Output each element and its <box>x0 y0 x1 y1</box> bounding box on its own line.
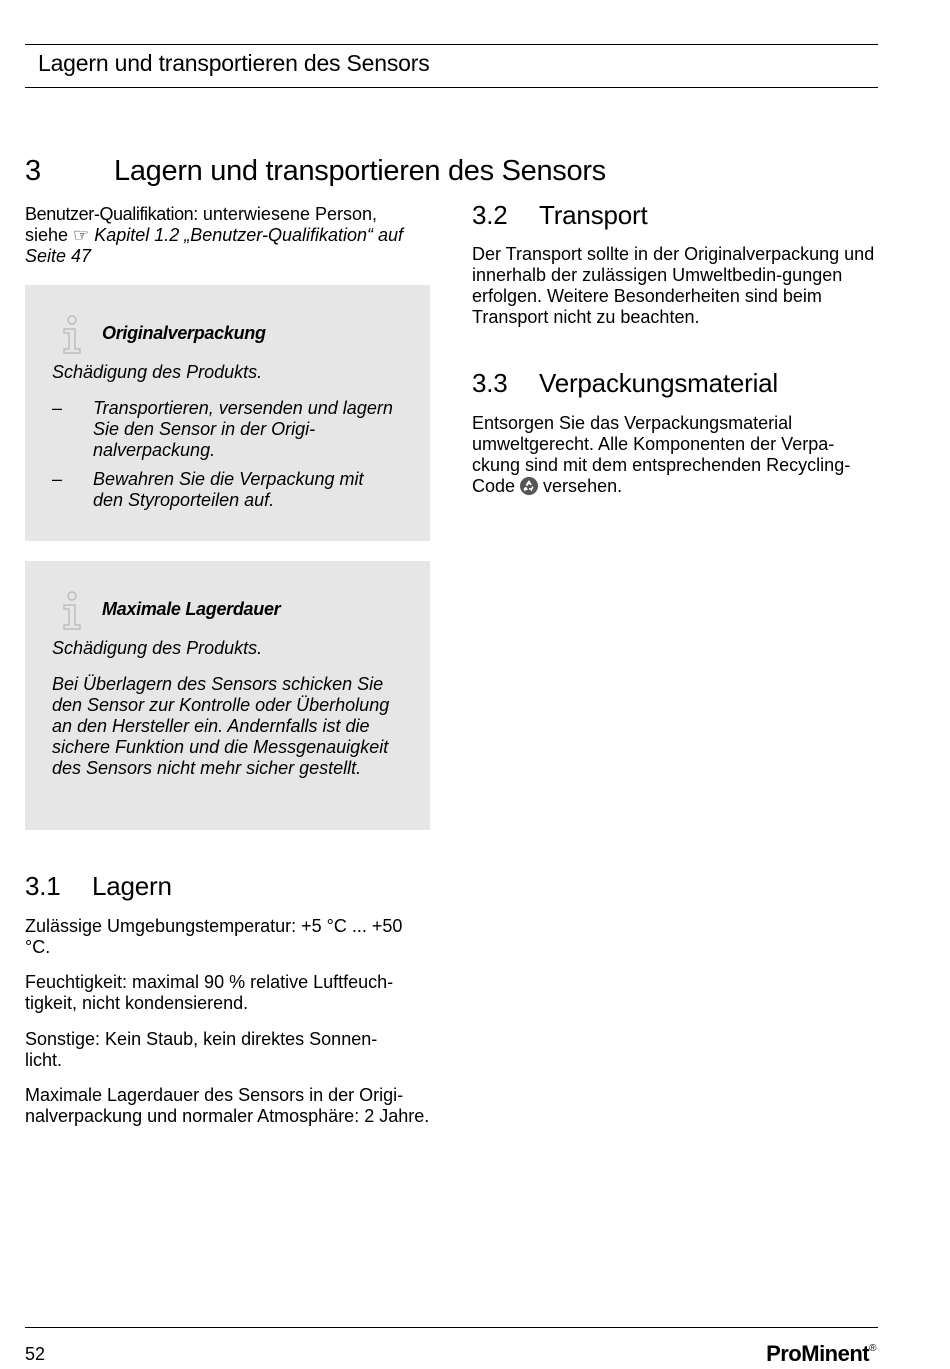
list-dash: – <box>52 398 63 418</box>
notice-text: Schädigung des Produkts. <box>52 362 263 382</box>
qualification-paragraph <box>25 204 425 267</box>
section-heading-3-1 <box>25 871 172 902</box>
notice-box-original-packaging <box>25 285 430 541</box>
info-icon <box>60 315 84 355</box>
info-icon <box>60 591 84 631</box>
logo-text: ProMinent <box>766 1341 870 1366</box>
chapter-heading <box>25 155 606 188</box>
section-title: Lagern <box>92 871 172 901</box>
qualification-label: Benutzer-Qualifikation: <box>25 204 198 224</box>
notice-box-max-storage <box>25 561 430 830</box>
section-number: 3.3 <box>472 368 508 398</box>
packaging-text: Entsorgen Sie das Verpackungsmaterial umweltgerecht. Alle Komponenten der Verpa-ckung sind mit dem entsprechenden Recycling-Code <box>472 413 851 496</box>
registered-mark: ® <box>869 1343 876 1354</box>
section-title: Verpackungsmaterial <box>539 368 778 398</box>
notice-title: Originalverpackung <box>102 323 266 343</box>
notice-body: Bei Überlagern des Sensors schicken Sie den Sensor zur Kontrolle oder Überholung an den Hersteller ein. Andernfalls ist die sichere Funktion und die Messgenauigkeit des Sensors nicht mehr sicher gestellt. <box>52 674 390 778</box>
running-header: Lagern und transportieren des Sensors <box>38 50 430 76</box>
section-heading-3-3 <box>472 368 778 399</box>
section-number: 3.1 <box>25 871 61 901</box>
notice-text: Schädigung des Produkts. <box>52 638 263 658</box>
list-item <box>52 469 412 511</box>
paragraph-max-storage: Maximale Lagerdauer des Sensors in der Origi-nalverpackung und normaler Atmosphäre: 2 Jahre. <box>25 1085 430 1126</box>
section-heading-3-2 <box>472 200 648 231</box>
header-bottom-rule <box>25 87 878 88</box>
notice-title: Maximale Lagerdauer <box>102 599 281 619</box>
list-dash: – <box>52 469 63 489</box>
footer-rule <box>25 1327 878 1328</box>
section-title: Transport <box>539 200 648 230</box>
chapter-title: Lagern und transportieren des Sensors <box>114 155 606 187</box>
page-number: 52 <box>25 1344 46 1364</box>
list-item <box>52 398 412 461</box>
header-top-rule <box>25 44 878 45</box>
paragraph-other: Sonstige: Kein Staub, kein direktes Sonnen-licht. <box>25 1029 378 1070</box>
chapter-number: 3 <box>25 155 41 187</box>
paragraph-humidity: Feuchtigkeit: maximal 90 % relative Luftfeuch-tigkeit, nicht kondensierend. <box>25 972 394 1013</box>
paragraph-transport: Der Transport sollte in der Originalverpackung und innerhalb der zulässigen Umweltbedin-gungen erfolgen. Weitere Besonderheiten sind beim Transport nicht zu beachten. <box>472 244 875 327</box>
section-number: 3.2 <box>472 200 508 230</box>
qualification-text: unterwiesene Person, siehe <box>25 204 378 245</box>
brand-logo <box>766 1341 876 1367</box>
paragraph-temperature: Zulässige Umgebungstemperatur: +5 °C ... +50 °C. <box>25 916 403 957</box>
list-item-text: Transportieren, versenden und lagern Sie den Sensor in der Origi-nalverpackung. <box>93 398 393 460</box>
packaging-text-end: versehen. <box>538 476 623 496</box>
paragraph-packaging <box>472 413 878 497</box>
link-arrow-icon: ☞ <box>73 225 90 245</box>
list-item-text: Bewahren Sie die Verpackung mit den Styroporteilen auf. <box>93 469 364 510</box>
chapter-link[interactable]: Kapitel 1.2 „Benutzer-Qualifikation“ auf Seite 47 <box>25 225 404 266</box>
recycling-icon <box>520 477 538 495</box>
